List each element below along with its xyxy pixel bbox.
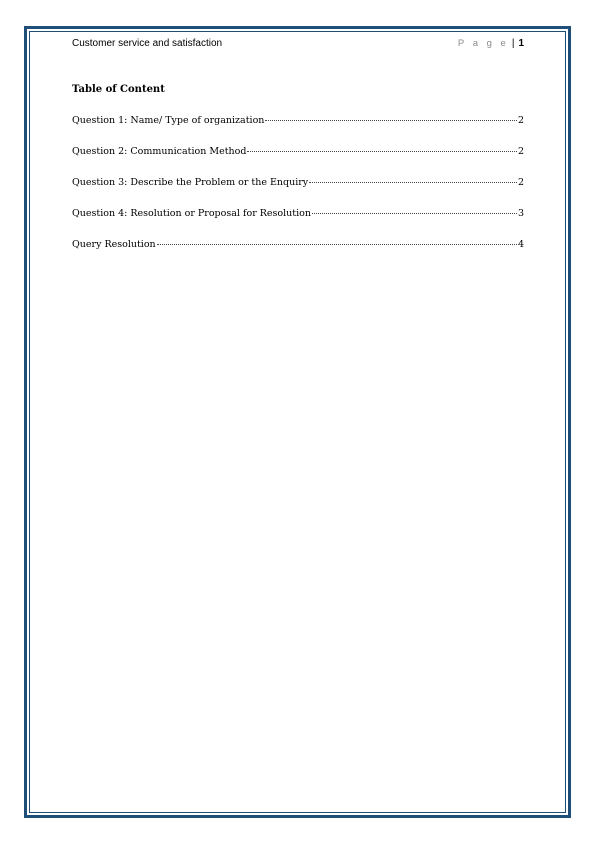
toc-entry-question-4[interactable] (72, 208, 524, 239)
toc-dot-leader (312, 213, 517, 214)
toc-dot-leader (157, 244, 517, 245)
toc-list (72, 115, 524, 270)
toc-entry-page: 2 (517, 177, 524, 188)
toc-entry-text: Query Resolution (72, 239, 156, 250)
toc-entry-query-resolution[interactable] (72, 239, 524, 270)
toc-title: Table of Content (72, 84, 165, 95)
toc-dot-leader (265, 120, 517, 121)
page-number: 1 (518, 37, 524, 49)
header-page-indicator (458, 38, 524, 49)
page-label: P a g e (457, 37, 509, 49)
toc-entry-text: Question 1: Name/ Type of organization (72, 115, 265, 126)
toc-entry-text: Question 4: Resolution or Proposal for Resolution (72, 208, 311, 219)
page-separator: | (511, 37, 515, 49)
toc-entry-text: Question 2: Communication Method (72, 146, 247, 157)
toc-entry-page: 2 (517, 115, 524, 126)
toc-dot-leader (309, 182, 517, 183)
toc-entry-page: 2 (517, 146, 524, 157)
toc-entry-question-1[interactable] (72, 115, 524, 146)
toc-entry-page: 4 (517, 239, 524, 250)
header-title: Customer service and satisfaction (72, 37, 223, 49)
toc-dot-leader (247, 151, 517, 152)
toc-entry-question-3[interactable] (72, 177, 524, 208)
toc-entry-page: 3 (517, 208, 524, 219)
toc-entry-text: Question 3: Describe the Problem or the Enquiry (72, 177, 309, 188)
toc-entry-question-2[interactable] (72, 146, 524, 177)
page-header (72, 36, 524, 50)
